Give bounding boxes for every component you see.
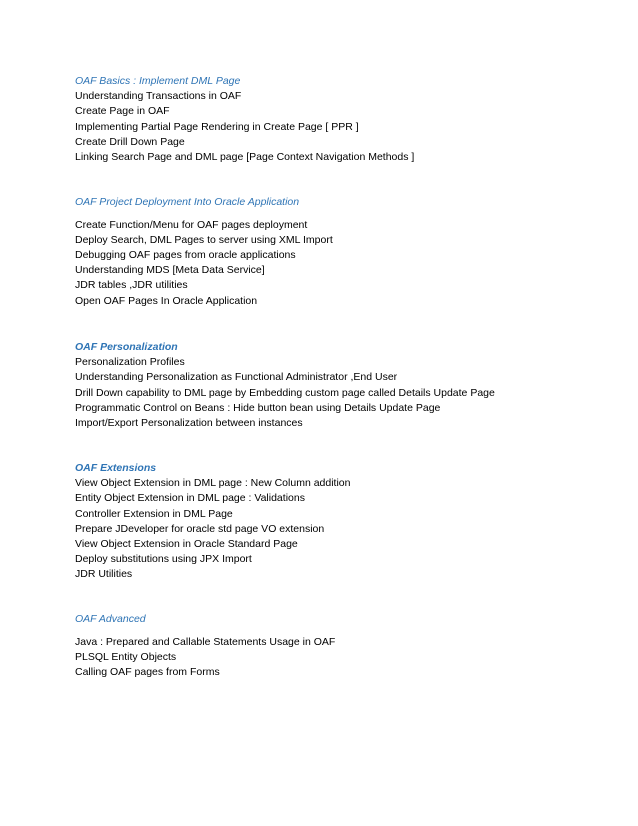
section-heading: OAF Basics : Implement DML Page [75,75,241,87]
list-item: View Object Extension in Oracle Standard Page [75,537,298,550]
section-items [75,89,414,165]
list-item: Create Drill Down Page [75,135,185,148]
list-item: Import/Export Personalization between instances [75,416,303,429]
list-item: Linking Search Page and DML page [Page Context Navigation Methods ] [75,150,415,163]
section-oaf-deployment [75,195,333,309]
list-item: JDR tables ,JDR utilities [75,279,188,292]
list-item: Understanding Personalization as Functional Administrator ,End User [75,371,398,384]
list-item: Create Page in OAF [75,105,170,118]
list-item: Prepare JDeveloper for oracle std page VO extension [75,522,325,535]
list-item: PLSQL Entity Objects [75,650,177,663]
section-heading: OAF Extensions [75,462,157,474]
list-item: Deploy Search, DML Pages to server using XML Import [75,233,333,246]
list-item: Understanding MDS [Meta Data Service] [75,264,265,277]
section-oaf-advanced [75,612,335,680]
section-items [75,476,350,582]
section-oaf-basics [75,74,414,165]
section-heading: OAF Project Deployment Into Oracle Application [75,196,300,208]
list-item: Java : Prepared and Callable Statements Usage in OAF [75,635,336,648]
list-item: Implementing Partial Page Rendering in Create Page [ PPR ] [75,120,359,133]
list-item: Open OAF Pages In Oracle Application [75,294,258,307]
list-item: Personalization Profiles [75,356,185,369]
list-item: View Object Extension in DML page : New Column addition [75,477,351,490]
list-item: Debugging OAF pages from oracle applications [75,249,296,262]
list-item: JDR Utilities [75,568,133,581]
section-items [75,635,335,681]
section-oaf-extensions [75,461,350,583]
section-oaf-personalization [75,340,495,431]
list-item: Understanding Transactions in OAF [75,90,242,103]
section-items [75,355,495,431]
list-item: Controller Extension in DML Page [75,507,233,520]
section-items [75,218,333,309]
list-item: Create Function/Menu for OAF pages deployment [75,218,308,231]
list-item: Entity Object Extension in DML page : Validations [75,492,305,505]
section-heading: OAF Personalization [75,341,178,353]
list-item: Deploy substitutions using JPX Import [75,553,252,566]
list-item: Calling OAF pages from Forms [75,666,220,679]
list-item: Programmatic Control on Beans : Hide button bean using Details Update Page [75,401,441,414]
section-heading: OAF Advanced [75,613,146,625]
list-item: Drill Down capability to DML page by Embedding custom page called Details Update Page [75,386,495,399]
